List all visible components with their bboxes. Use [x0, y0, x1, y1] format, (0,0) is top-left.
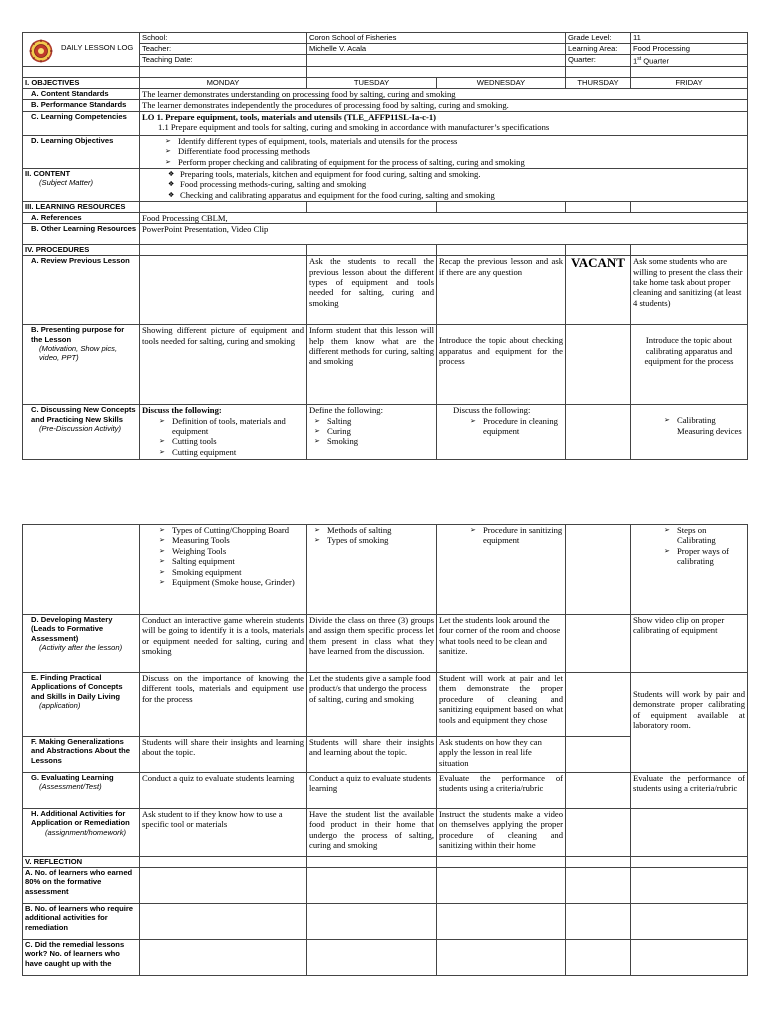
- evaluating-label-cell: [23, 773, 140, 809]
- applications-thursday: [566, 673, 631, 737]
- discussing-tuesday-head: Define the following:: [309, 405, 383, 416]
- reflection-b-thursday[interactable]: [566, 904, 631, 940]
- teacher-value: Michelle V. Acala: [307, 44, 566, 55]
- reflection-b-monday[interactable]: [140, 904, 307, 940]
- discussing-cont-friday: [631, 525, 748, 615]
- day-thursday: THURSDAY: [566, 78, 631, 89]
- presenting-monday: Showing different picture of equipment and tools needed for salting, curing and smoking: [140, 325, 307, 405]
- reflection-b-friday[interactable]: [631, 904, 748, 940]
- mastery-wednesday: Let the students look around the four corner of the room and choose what tools need to be clean and sanitize.: [437, 615, 566, 673]
- additional-wednesday: Instruct the students make a video on themselves applying the proper procedure of cleaning and sanitizing within their home: [437, 809, 566, 857]
- discussing-tuesday: [307, 405, 437, 460]
- additional-tuesday: Have the student list the available food product in their home that undergo the process of salting, curing and smoking: [307, 809, 437, 857]
- mastery-monday: Conduct an interactive game wherein students will be going to identify it is a tools, materials or equipment needed for salting, curing and smoking: [140, 615, 307, 673]
- quarter-value: 1st Quarter: [631, 55, 748, 67]
- learning-competencies-label: C. Learning Competencies: [23, 111, 140, 135]
- discussing-wednesday: [437, 405, 566, 460]
- applications-monday: Discuss on the importance of knowing the different tools, materials and equipment use for the process: [140, 673, 307, 737]
- additional-sub: (assignment/homework): [45, 827, 127, 837]
- review-label: A. Review Previous Lesson: [23, 256, 140, 325]
- learning-objectives-list: [140, 135, 748, 168]
- grade-level-label: Grade Level:: [566, 33, 631, 44]
- list-item: ❖ Food processing methods-curing, salting and smoking: [180, 179, 745, 189]
- presenting-label-cell: [23, 325, 140, 405]
- mastery-label-cell: [23, 615, 140, 673]
- discussing-cont-wednesday: [437, 525, 566, 615]
- review-monday: [140, 256, 307, 325]
- list-item: ➢ Salting equipment: [172, 556, 304, 566]
- reflection-c-friday[interactable]: [631, 940, 748, 976]
- school-value: Coron School of Fisheries: [307, 33, 566, 44]
- mastery-sub: (Activity after the lesson): [39, 643, 123, 653]
- performance-standards-label: B. Performance Standards: [23, 100, 140, 111]
- discussing-monday: [140, 405, 307, 460]
- reflection-b-tuesday[interactable]: [307, 904, 437, 940]
- mastery-tuesday: Divide the class on three (3) groups and assign them specific process let them present in class what they have learned from the discussion.: [307, 615, 437, 673]
- generalizations-thursday: [566, 737, 631, 773]
- list-item: ➢ Weighing Tools: [172, 546, 304, 556]
- list-item: ➢ Measuring Tools: [172, 535, 304, 545]
- list-item: ➢ Cutting tools: [172, 436, 304, 446]
- lesson-log-page-1: [22, 32, 747, 460]
- school-seal-icon: [29, 39, 53, 63]
- presenting-sub: (Motivation, Show pics, video, PPT): [39, 344, 118, 363]
- list-item: ➢ Proper ways of calibrating: [677, 546, 745, 567]
- list-item: ❖ Checking and calibrating apparatus and equipment for the food curing, salting and smoking: [180, 190, 745, 200]
- list-item: ➢ Definition of tools, materials and equipment: [172, 416, 304, 437]
- presenting-tuesday: Inform student that this lesson will help them know what are the different methods for curing, salting and smoking: [307, 325, 437, 405]
- applications-label: E. Finding Practical Applications of Concepts and Skills in Daily Living: [31, 673, 123, 701]
- review-friday: Ask some students who are willing to present the class their take home task about proper cleaning and sanitizing (at least 4 students): [631, 256, 748, 325]
- evaluating-wednesday: Evaluate the performance of students using a criteria/rubric: [437, 773, 566, 809]
- day-wednesday: WEDNESDAY: [437, 78, 566, 89]
- list-item: ➢ Steps on Calibrating: [677, 525, 745, 546]
- applications-friday: Students will work by pair and demonstrate proper calibrating of equipment available at laboratory room.: [631, 673, 748, 773]
- list-item: ➢ Types of Cutting/Chopping Board: [172, 525, 304, 535]
- applications-sub: (application): [39, 701, 81, 711]
- content-standards-text: The learner demonstrates understanding on processing food by salting, curing and smoking: [140, 89, 748, 100]
- generalizations-label: F. Making Generalizations and Abstractions About the Lessons: [23, 737, 140, 773]
- reflection-a-monday[interactable]: [140, 868, 307, 904]
- performance-standards-text: The learner demonstrates independently the procedures of processing food by salting, curing and smoking.: [140, 100, 748, 111]
- discussing-cont-monday: [140, 525, 307, 615]
- list-item: ➢ Salting: [327, 416, 434, 426]
- additional-thursday: [566, 809, 631, 857]
- discussing-label-cell: [23, 405, 140, 460]
- content-heading: II. CONTENT: [25, 168, 71, 178]
- discussing-cont-label: [23, 525, 140, 615]
- generalizations-monday: Students will share their insights and learning about the topic.: [140, 737, 307, 773]
- lesson-log-table-2: [22, 524, 748, 976]
- review-wednesday: Recap the previous lesson and ask if there are any question: [437, 256, 566, 325]
- header-logo-cell: [23, 33, 140, 67]
- generalizations-wednesday: Ask students on how they can apply the lesson in real life situation: [437, 737, 566, 773]
- presenting-wednesday: Introduce the topic about checking apparatus and equipment for the process: [437, 325, 566, 405]
- reflection-c-monday[interactable]: [140, 940, 307, 976]
- day-monday: MONDAY: [140, 78, 307, 89]
- teaching-date-label: Teaching Date:: [140, 55, 307, 67]
- additional-friday: [631, 809, 748, 857]
- list-item: ➢ Methods of salting: [327, 525, 434, 535]
- reflection-b-label: B. No. of learners who require additional activities for remediation: [23, 904, 140, 940]
- quarter-label: Quarter:: [566, 55, 631, 67]
- reflection-heading: V. REFLECTION: [23, 857, 140, 868]
- mastery-label: D. Developing Mastery (Leads to Formative Assessment): [31, 615, 113, 643]
- content-label-cell: [23, 168, 140, 201]
- mastery-friday: Show video clip on proper calibrating of equipment: [631, 615, 748, 673]
- reflection-a-tuesday[interactable]: [307, 868, 437, 904]
- content-subheading: (Subject Matter): [39, 178, 94, 188]
- discussing-wednesday-head: Discuss the following:: [453, 405, 531, 416]
- list-item: ➢ Perform proper checking and calibrating of equipment for the process of salting, curing and smoking: [178, 157, 745, 167]
- evaluating-sub: (Assessment/Test): [39, 782, 102, 792]
- list-item: ➢ Smoking equipment: [172, 567, 304, 577]
- discussing-cont-tuesday: [307, 525, 437, 615]
- evaluating-label: G. Evaluating Learning: [31, 773, 114, 782]
- school-label: School:: [140, 33, 307, 44]
- generalizations-tuesday: Students will share their insights and learning about the topic.: [307, 737, 437, 773]
- list-item: ➢ Procedure in cleaning equipment: [483, 416, 563, 437]
- content-list: [140, 168, 748, 201]
- list-item: ➢ Differentiate food processing methods: [178, 146, 745, 156]
- discussing-monday-head: Discuss the following:: [142, 405, 222, 416]
- list-item: ➢ Identify different types of equipment, tools, materials and utensils for the process: [178, 136, 745, 146]
- learning-objectives-label: D. Learning Objectives: [23, 135, 140, 168]
- lesson-log-table-1: [22, 32, 748, 460]
- references-text: Food Processing CBLM,: [140, 212, 748, 223]
- list-item: ➢ Equipment (Smoke house, Grinder): [172, 577, 304, 587]
- discussing-sub: (Pre-Discussion Activity): [39, 424, 121, 434]
- learning-resources-heading: III. LEARNING RESOURCES: [23, 201, 140, 212]
- list-item: ➢ Types of smoking: [327, 535, 434, 545]
- list-item: ➢ Cutting equipment: [172, 447, 304, 457]
- reflection-c-tuesday[interactable]: [307, 940, 437, 976]
- list-item: ➢ Calibrating Measuring devices: [677, 415, 745, 436]
- objectives-heading: I. OBJECTIVES: [23, 78, 140, 89]
- evaluating-friday: Evaluate the performance of students using a criteria/rubric: [631, 773, 748, 809]
- discussing-label: C. Discussing New Concepts and Practicing New Skills: [31, 405, 136, 424]
- reflection-c-label: C. Did the remedial lessons work? No. of learners who have caught up with the: [23, 940, 140, 976]
- additional-label-cell: [23, 809, 140, 857]
- mastery-thursday: [566, 615, 631, 673]
- additional-label: H. Additional Activities for Application or Remediation: [31, 809, 130, 828]
- competency-lo: LO 1. Prepare equipment, tools, materials and utensils (TLE_AFFP11SL-Ia-c-1): [142, 111, 437, 122]
- content-standards-label: A. Content Standards: [23, 89, 140, 100]
- applications-label-cell: [23, 673, 140, 737]
- day-tuesday: TUESDAY: [307, 78, 437, 89]
- discussing-friday: [631, 405, 748, 460]
- review-thursday-vacant: VACANT: [566, 256, 631, 325]
- other-resources-label: B. Other Learning Resources: [23, 224, 140, 245]
- other-resources-text: PowerPoint Presentation, Video Clip: [140, 224, 748, 245]
- reflection-b-wednesday[interactable]: [437, 904, 566, 940]
- review-tuesday: Ask the students to recall the previous lesson about the different types of equipment and tools needed for salting, curing and smoking: [307, 256, 437, 325]
- teacher-label: Teacher:: [140, 44, 307, 55]
- reflection-a-wednesday[interactable]: [437, 868, 566, 904]
- evaluating-tuesday: Conduct a quiz to evaluate students learning: [307, 773, 437, 809]
- reflection-a-thursday[interactable]: [566, 868, 631, 904]
- discussing-cont-thursday: [566, 525, 631, 615]
- evaluating-thursday: [566, 773, 631, 809]
- discussing-thursday: [566, 405, 631, 460]
- reflection-c-wednesday[interactable]: [437, 940, 566, 976]
- references-label: A. References: [23, 212, 140, 223]
- additional-monday: Ask student to if they know how to use a specific tool or materials: [140, 809, 307, 857]
- list-item: ❖ Preparing tools, materials, kitchen and equipment for food curing, salting and smoking.: [180, 169, 745, 179]
- grade-level-value: 11: [631, 33, 748, 44]
- lesson-log-page-2: [22, 524, 747, 976]
- list-item: ➢ Curing: [327, 426, 434, 436]
- presenting-thursday: [566, 325, 631, 405]
- applications-tuesday: Let the students give a sample food product/s that undergo the process of salting, curing and smoking: [307, 673, 437, 737]
- evaluating-monday: Conduct a quiz to evaluate students learning: [140, 773, 307, 809]
- learning-competencies-text: [140, 111, 748, 135]
- reflection-a-label: A. No. of learners who earned 80% on the formative assessment: [23, 868, 140, 904]
- presenting-friday: Introduce the topic about calibrating apparatus and equipment for the process: [631, 325, 748, 405]
- applications-wednesday: Student will work at pair and let them demonstrate the proper procedure of cleaning and sanitizing equipment based on what tools and equipment they chose: [437, 673, 566, 737]
- list-item: ➢ Smoking: [327, 436, 434, 446]
- learning-area-label: Learning Area:: [566, 44, 631, 55]
- reflection-c-thursday[interactable]: [566, 940, 631, 976]
- list-item: ➢ Procedure in sanitizing equipment: [483, 525, 563, 546]
- teaching-date-value: [307, 55, 566, 67]
- procedures-heading: IV. PROCEDURES: [23, 245, 140, 256]
- day-friday: FRIDAY: [631, 78, 748, 89]
- competency-sub: 1.1 Prepare equipment and tools for salting, curing and smoking in accordance with manufacturer’s specifications: [158, 122, 550, 133]
- document-title: DAILY LESSON LOG: [61, 43, 134, 52]
- reflection-a-friday[interactable]: [631, 868, 748, 904]
- presenting-label: B. Presenting purpose for the Lesson: [31, 325, 125, 344]
- learning-area-value: Food Processing: [631, 44, 748, 55]
